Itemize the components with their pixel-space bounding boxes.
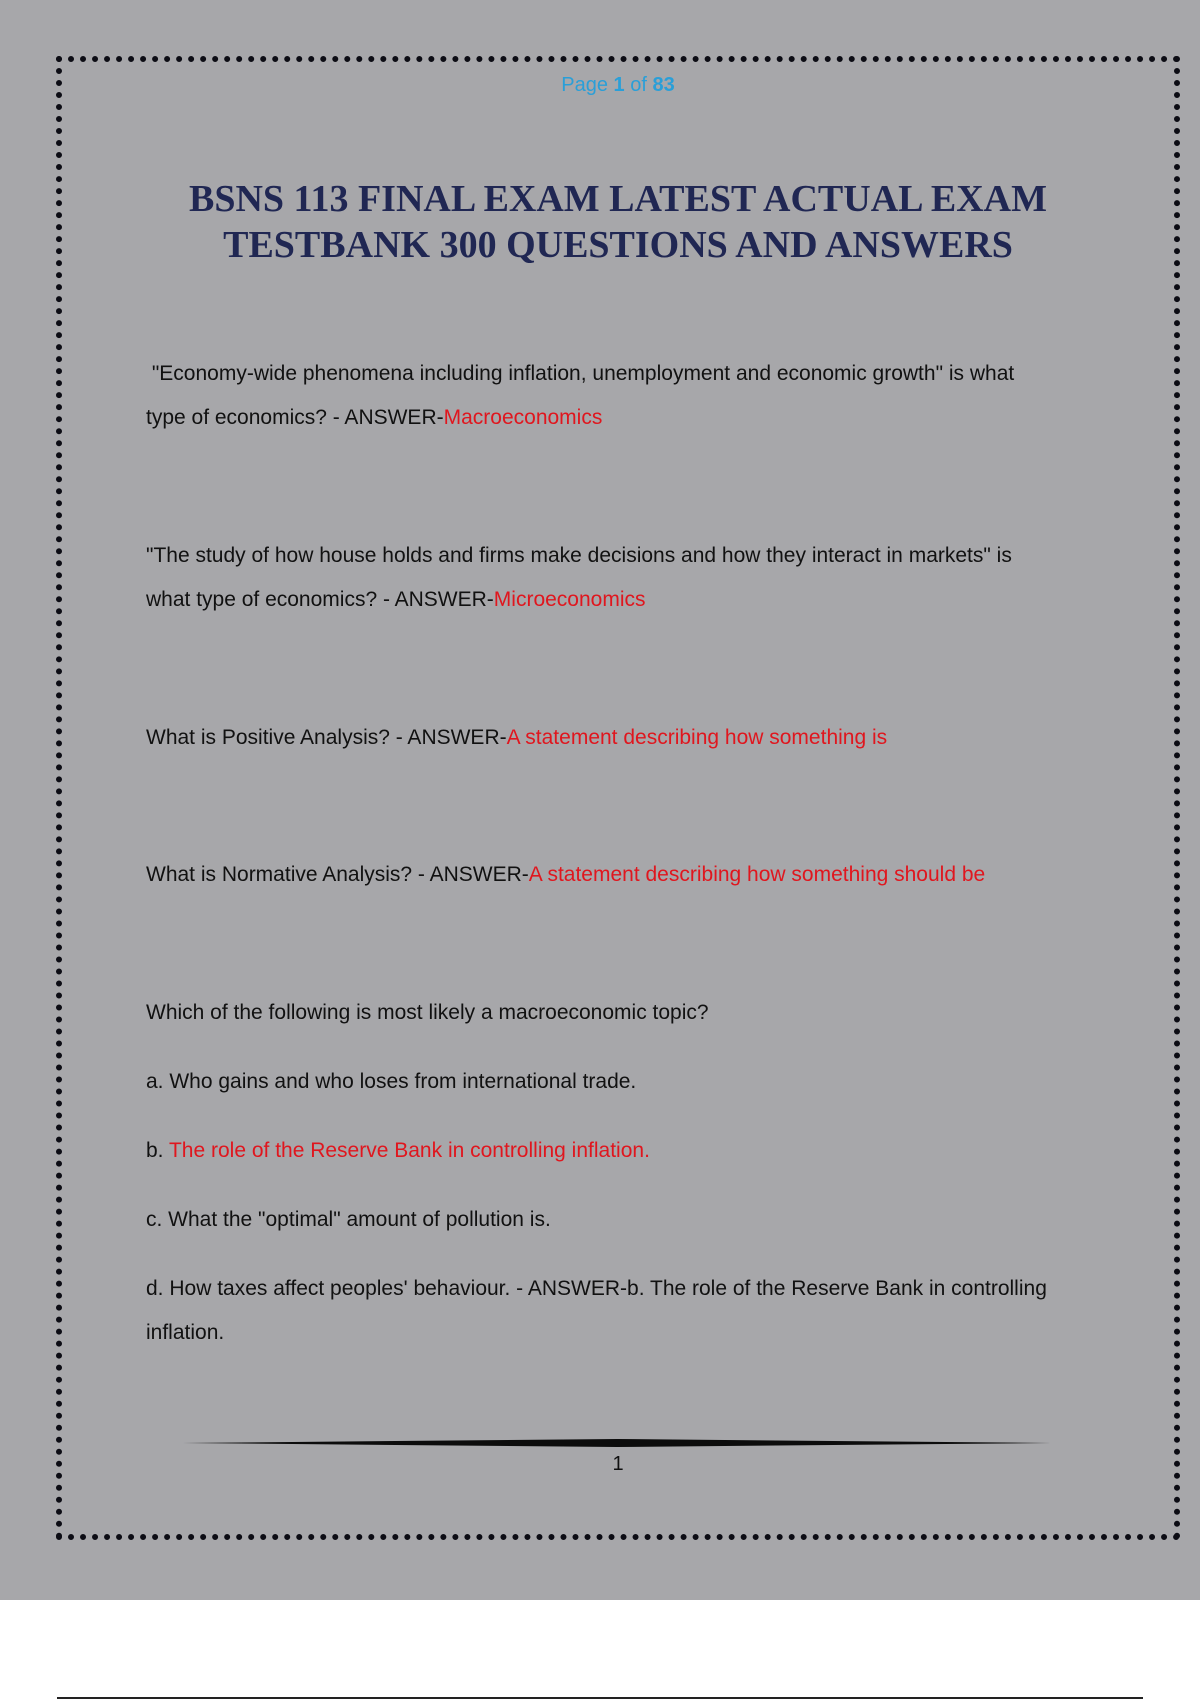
question-4-line xyxy=(146,853,1106,897)
title-line-1: BSNS 113 FINAL EXAM LATEST ACTUAL EXAM xyxy=(188,178,1047,220)
question-3 xyxy=(146,716,1106,760)
question-1-answer-line: type of economics? - ANSWER-Macroeconomics xyxy=(146,406,603,429)
option-b: b. The role of the Reserve Bank in controlling inflation. xyxy=(146,1139,650,1162)
option-a: a. Who gains and who loses from international trade. xyxy=(146,1070,637,1093)
option-b-answer: The role of the Reserve Bank in controlling inflation. xyxy=(168,1139,650,1162)
question-3-answer: A statement describing how something is xyxy=(506,726,888,749)
footer-divider xyxy=(183,1439,1051,1447)
option-d-continued: inflation. xyxy=(146,1321,225,1344)
option-c: c. What the "optimal" amount of pollution is. xyxy=(146,1208,551,1231)
question-1-answer: Macroeconomics xyxy=(443,406,603,429)
question-5-stem: Which of the following is most likely a macroeconomic topic? xyxy=(146,1001,709,1024)
document-title xyxy=(100,176,1136,268)
question-2-text: "The study of how house holds and firms make decisions and how they interact in markets" is xyxy=(146,544,1012,567)
next-page-rule xyxy=(57,1697,1143,1699)
page-total: 83 xyxy=(652,74,675,96)
question-4 xyxy=(146,853,1106,897)
question-4-text: What is Normative Analysis? - ANSWER- xyxy=(146,863,529,886)
question-4-answer: A statement describing how something should be xyxy=(528,863,986,886)
question-3-text: What is Positive Analysis? - ANSWER- xyxy=(146,726,507,749)
footer-page-number: 1 xyxy=(612,1453,624,1475)
question-1-text: "Economy-wide phenomena including inflation, unemployment and economic growth" is what xyxy=(146,362,1015,385)
option-d: d. How taxes affect peoples' behaviour. - ANSWER-b. The role of the Reserve Bank in controlling xyxy=(146,1277,1047,1300)
question-1 xyxy=(146,352,1106,440)
question-2 xyxy=(146,534,1106,622)
page-counter xyxy=(0,74,1200,97)
question-5 xyxy=(146,991,1106,1355)
question-3-line xyxy=(146,716,1106,760)
page-current: 1 xyxy=(613,74,625,96)
question-2-answer-line: what type of economics? - ANSWER-Microeconomics xyxy=(146,588,646,611)
question-2-answer: Microeconomics xyxy=(493,588,646,611)
page-word: Page xyxy=(561,74,608,96)
title-line-2: TESTBANK 300 QUESTIONS AND ANSWERS xyxy=(223,224,1013,266)
of-word: of xyxy=(630,74,647,96)
